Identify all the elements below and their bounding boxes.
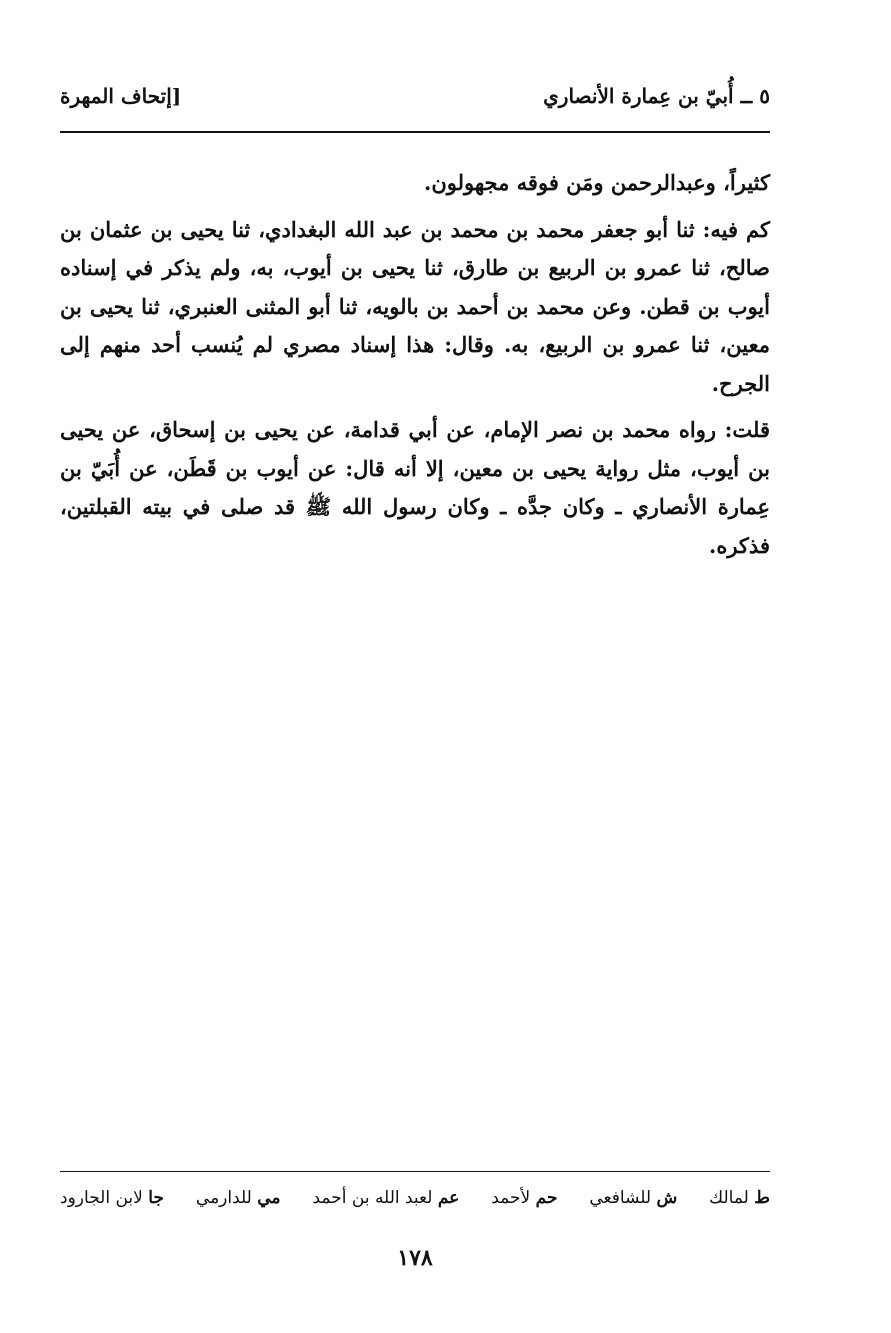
abbreviation-code: ش — [656, 1188, 678, 1208]
header-book-title: [إتحاف المهرة — [60, 84, 182, 108]
paragraph: قلت: رواه محمد بن نصر الإمام، عن أبي قدامة، عن يحيى بن إسحاق، عن يحيى بن أيوب، مثل رواية يحيى بن معين، إلا أنه قال: عن أيوب بن قَطَن، عن أُبَيّ بن عِمارة الأنصاري ـ وكان جدَّه ـ وكان رسول الله ﷺ قد صلى في بيته القبلتين، فذكره. — [60, 417, 770, 558]
abbreviation-code: عم — [437, 1188, 460, 1208]
paragraph: كثيراً، وعبدالرحمن ومَن فوقه مجهولون. — [424, 170, 770, 195]
running-header — [60, 84, 770, 120]
abbreviation-label: للدارمي — [195, 1188, 252, 1208]
body-text — [60, 164, 770, 573]
abbreviation-code: ط — [754, 1188, 770, 1208]
abbreviation-label: لأحمد — [491, 1188, 531, 1208]
footer-rule — [60, 1171, 770, 1172]
abbreviation-code: مي — [257, 1188, 281, 1208]
abbreviation-label: لمالك — [709, 1188, 749, 1208]
abbreviation-item — [709, 1188, 770, 1208]
document-page — [60, 0, 770, 1333]
header-rule — [60, 131, 770, 133]
header-chapter-title: ٥ ــ أُبيّ بن عِمارة الأنصاري — [543, 84, 770, 108]
abbreviation-item — [312, 1188, 459, 1208]
abbreviation-label: لعبد الله بن أحمد — [312, 1188, 433, 1208]
abbreviation-code: حم — [535, 1188, 558, 1208]
abbreviation-item — [196, 1188, 281, 1208]
abbreviation-item — [60, 1188, 164, 1208]
abbreviation-label: لابن الجارود — [60, 1188, 143, 1208]
page-number: ١٧٨ — [397, 1245, 433, 1271]
paragraph: كم فيه: ثنا أبو جعفر محمد بن محمد بن عبد الله البغدادي، ثنا يحيى بن عثمان بن صالح، ثنا عمرو بن الربيع بن طارق، ثنا يحيى بن أيوب، به، ولم يذكر في إسناده أيوب بن قطن. وعن محمد بن أحمد بن بالويه، ثنا أبو المثنى العنبري، ثنا يحيى بن معين، ثنا عمرو بن الربيع، به. وقال: هذا إسناد مصري لم يُنسب أحد منهم إلى الجرح. — [60, 216, 770, 396]
abbreviation-key — [60, 1188, 770, 1208]
abbreviation-item — [491, 1188, 557, 1208]
abbreviation-code: جا — [148, 1188, 164, 1208]
abbreviation-label: للشافعي — [589, 1188, 652, 1208]
abbreviation-item — [589, 1188, 677, 1208]
